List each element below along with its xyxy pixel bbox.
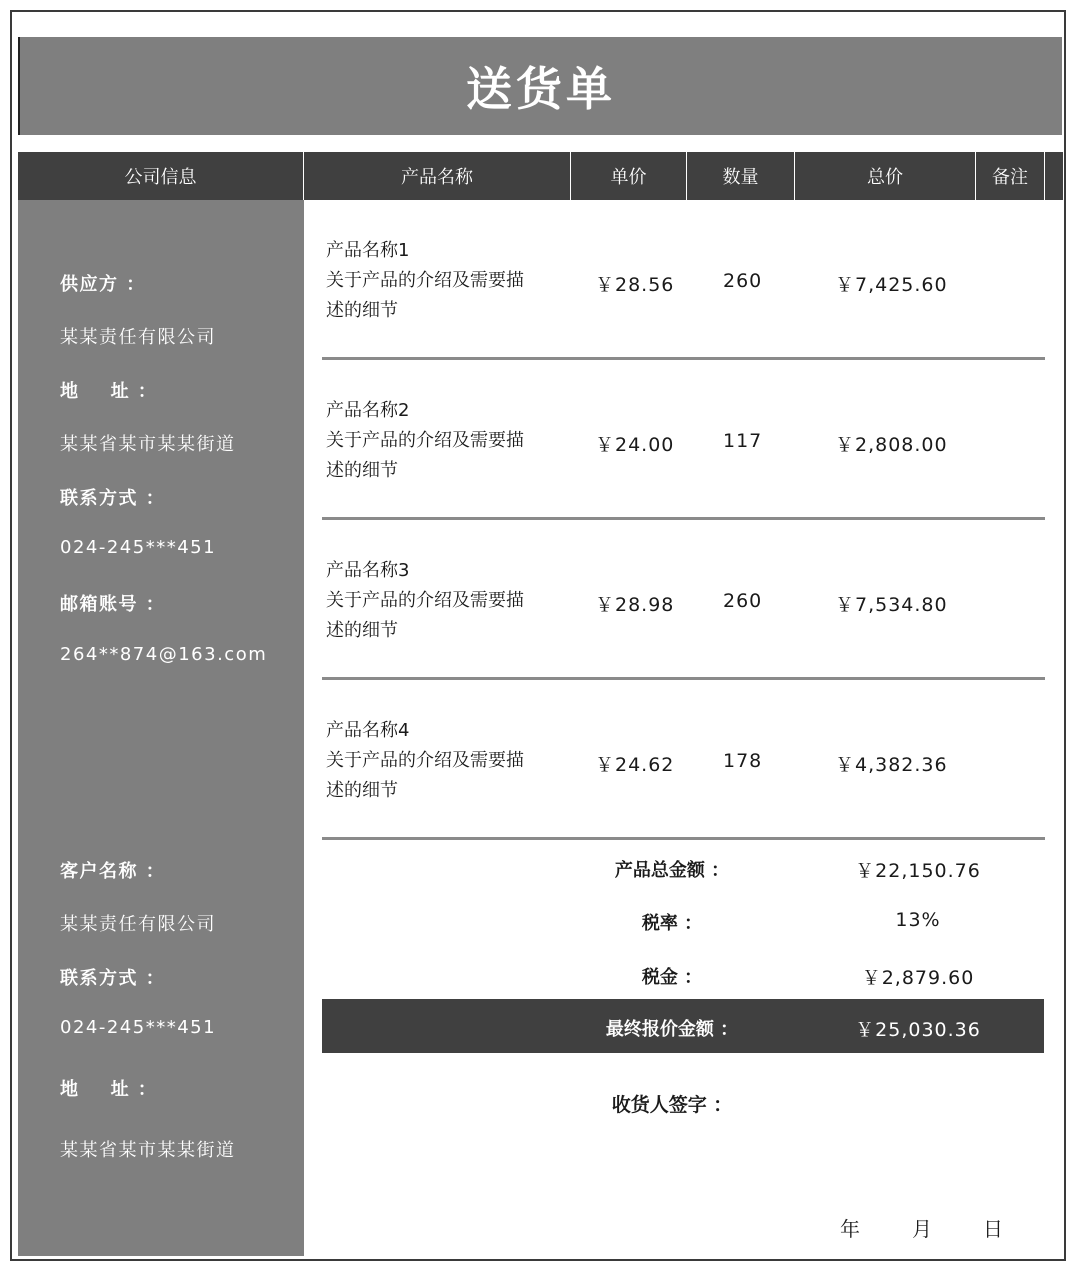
product-name [326,396,566,486]
product-quantity: 260 [723,590,763,612]
product-desc: 述的细节 [326,300,398,321]
header-note: 备注 [992,167,1028,188]
product-name [326,556,566,646]
product-title: 产品名称3 [326,560,410,581]
supplier-contact: 024-245***451 [60,537,217,558]
subtotal-value: ￥22,150.76 [855,860,981,882]
header-product: 产品名称 [401,167,473,188]
date-month: 月 [912,1217,932,1241]
tax-rate-label: 税率 ： [641,913,703,934]
receiver-signature-label: 收货人签字 ： [611,1094,733,1116]
customer-label: 客户名称 ： [60,861,166,882]
customer-name: 某某责任有限公司 [60,914,216,935]
product-total: ￥4,382.36 [835,754,948,776]
customer-address: 某某省某市某某街道 [60,1140,236,1161]
header-company: 公司信息 [124,167,197,188]
customer-contact: 024-245***451 [60,1017,217,1038]
supplier-contact-label: 联系方式 ： [60,488,166,509]
header-divider [1044,152,1045,200]
product-desc: 关于产品的介绍及需要描 [326,270,524,291]
product-title: 产品名称4 [326,720,410,741]
supplier-address-label: 地 址 ： [60,381,158,402]
product-unit-price: ￥28.98 [595,594,675,616]
product-desc: 关于产品的介绍及需要描 [326,750,524,771]
date-year: 年 [840,1217,860,1241]
tax-label: 税金 ： [641,967,703,988]
customer-address-label: 地 址 ： [60,1079,158,1100]
title-bar [18,37,1062,135]
product-quantity: 117 [723,430,763,452]
product-unit-price: ￥24.00 [595,434,675,456]
product-row [322,200,1045,360]
product-quantity: 260 [723,270,763,292]
date-day: 日 [983,1217,1003,1241]
supplier-address: 某某省某市某某街道 [60,434,236,455]
tax-value: ￥2,879.60 [861,967,975,989]
customer-contact-label: 联系方式 ： [60,968,166,989]
header-total: 总价 [867,167,903,188]
product-desc: 述的细节 [326,460,398,481]
product-name [326,716,566,806]
product-desc: 述的细节 [326,620,398,641]
company-info-panel [18,200,304,1256]
final-total-bar [322,999,1044,1053]
header-quantity: 数量 [722,167,759,188]
header-unit-price: 单价 [610,167,647,188]
row-divider [322,837,1045,840]
product-unit-price: ￥28.56 [595,274,675,296]
supplier-email: 264**874@163.com [60,644,268,665]
tax-rate-value: 13% [895,909,941,931]
product-quantity: 178 [723,750,763,772]
product-title: 产品名称2 [326,400,410,421]
product-desc: 关于产品的介绍及需要描 [326,590,524,611]
product-desc: 关于产品的介绍及需要描 [326,430,524,451]
product-unit-price: ￥24.62 [595,754,675,776]
table-header [18,152,1063,200]
final-total-value: ￥25,030.36 [855,1019,981,1041]
product-name [326,236,566,326]
product-total: ￥2,808.00 [835,434,948,456]
final-total-label: 最终报价金额 ： [605,1019,739,1040]
subtotal-label: 产品总金额 ： [614,860,730,881]
document-title: 送货单 [466,62,616,116]
product-desc: 述的细节 [326,780,398,801]
product-row [322,360,1045,520]
supplier-label: 供应方 ： [60,274,146,295]
product-title: 产品名称1 [326,240,410,261]
product-total: ￥7,425.60 [835,274,948,296]
product-row [322,520,1045,680]
product-row [322,680,1045,840]
supplier-email-label: 邮箱账号 ： [60,594,166,615]
supplier-name: 某某责任有限公司 [60,327,216,348]
product-total: ￥7,534.80 [835,594,948,616]
